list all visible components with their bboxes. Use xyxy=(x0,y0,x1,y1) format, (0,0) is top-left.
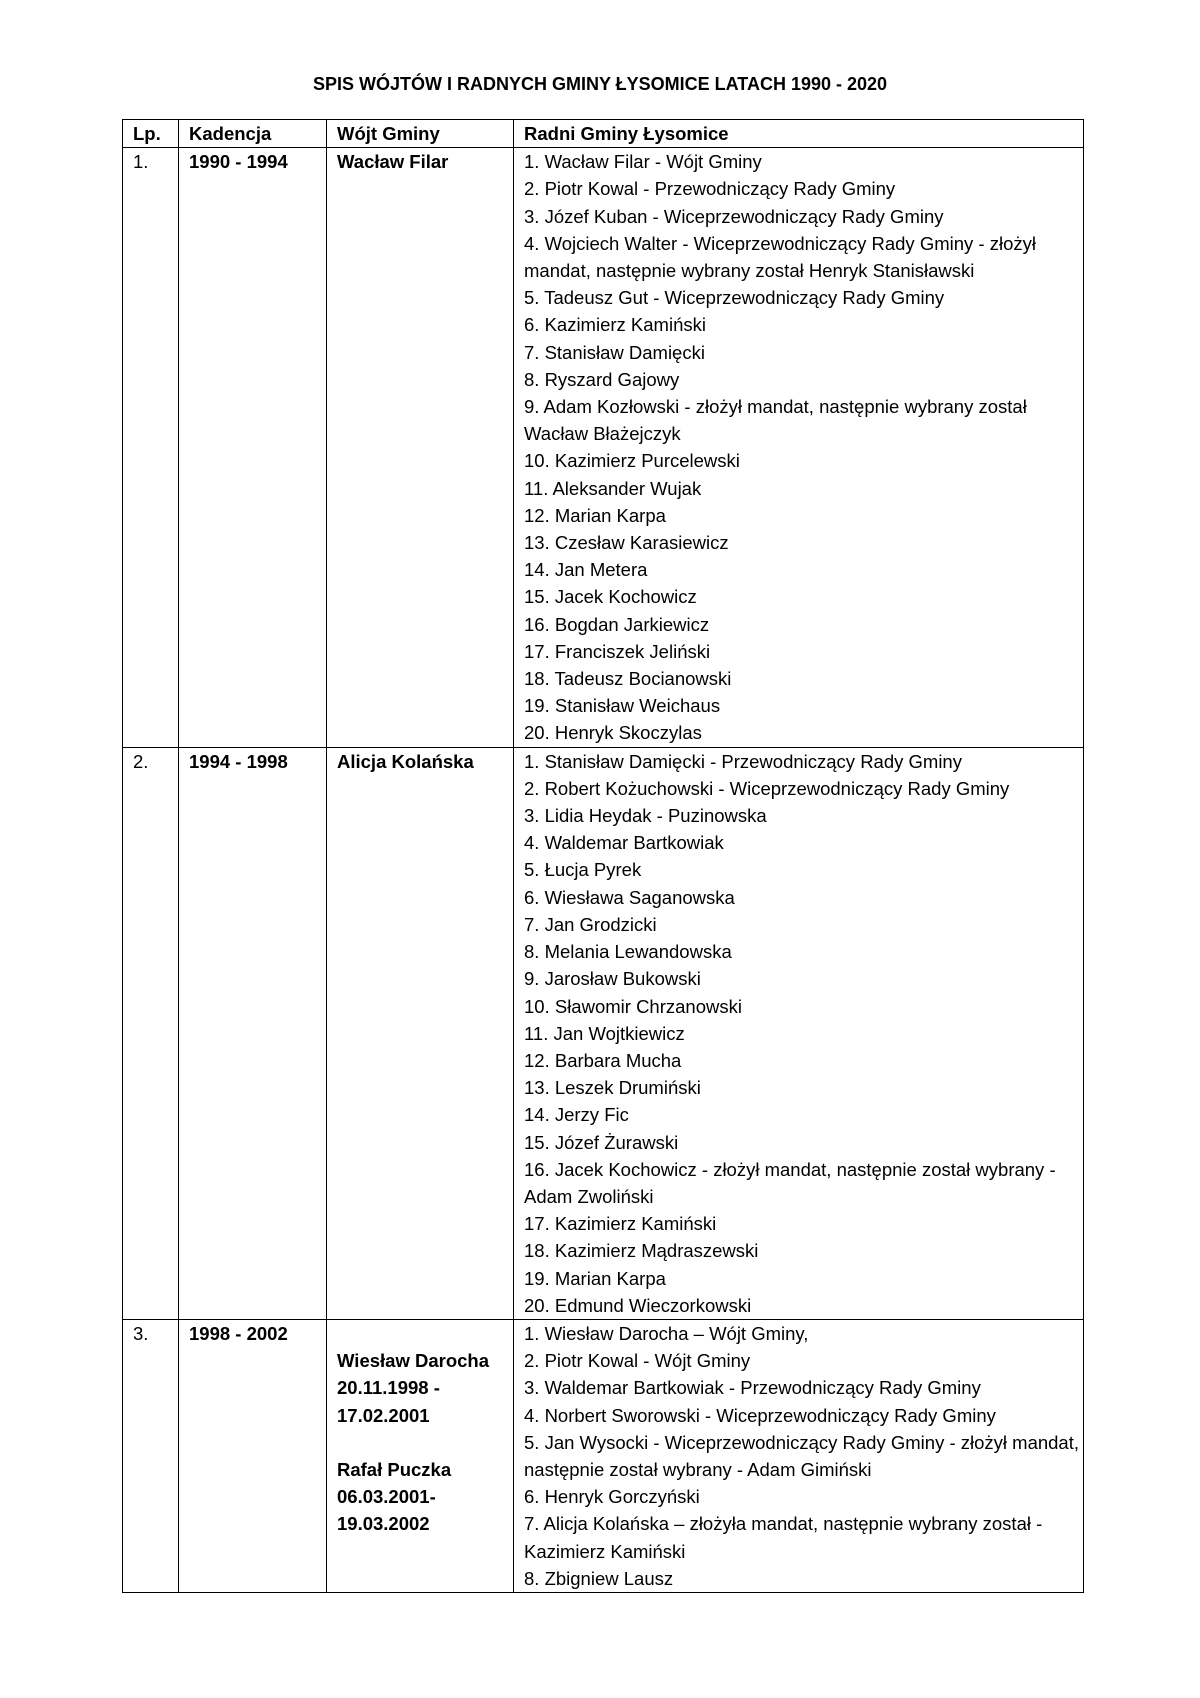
row-wojt xyxy=(327,1319,514,1592)
row-kadencja: 1998 - 2002 xyxy=(179,1319,327,1592)
list-item: 17. Franciszek Jeliński xyxy=(524,640,711,662)
wojt-name: Wiesław Darocha xyxy=(337,1350,490,1372)
table-row xyxy=(123,1319,1084,1592)
wojt-term-end: 19.03.2002 xyxy=(337,1513,430,1535)
list-item: 8. Zbigniew Lausz xyxy=(524,1567,674,1589)
row-radni-list xyxy=(514,1319,1084,1592)
list-item: 7. Alicja Kolańska – złożyła mandat, następnie wybrany został - Kazimierz Kamiński xyxy=(524,1513,1043,1562)
row-wojt xyxy=(327,747,514,1319)
list-item: 5. Łucja Pyrek xyxy=(524,859,642,881)
list-item: 4. Norbert Sworowski - Wiceprzewodniczący Rady Gminy xyxy=(524,1404,996,1426)
list-item: 7. Stanisław Damięcki xyxy=(524,341,705,363)
list-item: 2. Piotr Kowal - Wójt Gminy xyxy=(524,1350,751,1372)
wojt-name: Alicja Kolańska xyxy=(337,750,474,772)
list-item: 16. Bogdan Jarkiewicz xyxy=(524,613,710,635)
list-item: 14. Jan Metera xyxy=(524,559,648,581)
header-radni: Radni Gminy Łysomice xyxy=(514,120,1084,148)
list-item: 10. Kazimierz Purcelewski xyxy=(524,450,740,472)
councillors-table xyxy=(122,119,1084,1593)
list-item: 20. Edmund Wieczorkowski xyxy=(524,1294,752,1316)
wojt-name: Rafał Puczka xyxy=(337,1458,452,1480)
list-item: 5. Jan Wysocki - Wiceprzewodniczący Rady Gminy - złożył mandat, następnie został wybrany - Adam Gimiński xyxy=(524,1431,1079,1480)
list-item: 19. Marian Karpa xyxy=(524,1267,666,1289)
list-item: 12. Barbara Mucha xyxy=(524,1049,682,1071)
list-item: 7. Jan Grodzicki xyxy=(524,913,657,935)
row-lp: 3. xyxy=(123,1319,179,1592)
list-item: 8. Melania Lewandowska xyxy=(524,941,732,963)
list-item: 8. Ryszard Gajowy xyxy=(524,368,680,390)
row-lp: 2. xyxy=(123,747,179,1319)
list-item: 10. Sławomir Chrzanowski xyxy=(524,995,742,1017)
list-item: 4. Waldemar Bartkowiak xyxy=(524,832,724,854)
spacer xyxy=(337,1320,513,1347)
list-item: 6. Henryk Gorczyński xyxy=(524,1486,700,1508)
list-item: 13. Czesław Karasiewicz xyxy=(524,532,729,554)
header-kadencja: Kadencja xyxy=(179,120,327,148)
row-kadencja: 1994 - 1998 xyxy=(179,747,327,1319)
page-title: SPIS WÓJTÓW I RADNYCH GMINY ŁYSOMICE LATACH 1990 - 2020 xyxy=(312,74,888,94)
table-row xyxy=(123,747,1084,1319)
list-item: 11. Jan Wojtkiewicz xyxy=(524,1022,685,1044)
wojt-term-start: 06.03.2001- xyxy=(337,1486,436,1508)
spacer xyxy=(337,1429,513,1456)
list-item: 2. Robert Kożuchowski - Wiceprzewodniczący Rady Gminy xyxy=(524,777,1010,799)
list-item: 1. Wacław Filar - Wójt Gminy xyxy=(524,151,762,173)
list-item: 17. Kazimierz Kamiński xyxy=(524,1213,717,1235)
list-item: 3. Józef Kuban - Wiceprzewodniczący Rady Gminy xyxy=(524,205,944,227)
list-item: 6. Wiesława Saganowska xyxy=(524,886,735,908)
list-item: 9. Jarosław Bukowski xyxy=(524,968,701,990)
list-item: 1. Wiesław Darocha – Wójt Gminy, xyxy=(524,1322,809,1344)
wojt-name: Wacław Filar xyxy=(337,151,449,173)
list-item: 13. Leszek Drumiński xyxy=(524,1077,701,1099)
list-item: 18. Kazimierz Mądraszewski xyxy=(524,1240,759,1262)
list-item: 20. Henryk Skoczylas xyxy=(524,722,702,744)
list-item: 9. Adam Kozłowski - złożył mandat, następnie wybrany został Wacław Błażejczyk xyxy=(524,396,1027,445)
list-item: 11. Aleksander Wujak xyxy=(524,477,702,499)
list-item: 4. Wojciech Walter - Wiceprzewodniczący Rady Gminy - złożył mandat, następnie wybrany został Henryk Stanisławski xyxy=(524,232,1036,282)
header-wojt: Wójt Gminy xyxy=(327,120,514,148)
header-lp: Lp. xyxy=(123,120,179,148)
row-radni-list xyxy=(514,747,1084,1319)
list-item: 1. Stanisław Damięcki - Przewodniczący Rady Gminy xyxy=(524,750,962,772)
wojt-term-start: 20.11.1998 - xyxy=(337,1377,440,1399)
row-kadencja: 1990 - 1994 xyxy=(179,148,327,747)
table-row xyxy=(123,148,1084,747)
list-item: 5. Tadeusz Gut - Wiceprzewodniczący Rady Gminy xyxy=(524,287,945,309)
list-item: 12. Marian Karpa xyxy=(524,504,666,526)
wojt-term-end: 17.02.2001 xyxy=(337,1404,430,1426)
list-item: 2. Piotr Kowal - Przewodniczący Rady Gminy xyxy=(524,178,896,200)
row-radni-list xyxy=(514,148,1084,747)
list-item: 19. Stanisław Weichaus xyxy=(524,695,721,717)
table-header-row xyxy=(123,120,1084,148)
list-item: 16. Jacek Kochowicz - złożył mandat, następnie został wybrany - Adam Zwoliński xyxy=(524,1158,1056,1207)
list-item: 6. Kazimierz Kamiński xyxy=(524,314,706,336)
list-item: 3. Lidia Heydak - Puzinowska xyxy=(524,805,767,827)
list-item: 15. Jacek Kochowicz xyxy=(524,586,697,608)
list-item: 14. Jerzy Fic xyxy=(524,1104,629,1126)
list-item: 3. Waldemar Bartkowiak - Przewodniczący Rady Gminy xyxy=(524,1377,981,1399)
list-item: 15. Józef Żurawski xyxy=(524,1131,679,1153)
row-lp: 1. xyxy=(123,148,179,747)
list-item: 18. Tadeusz Bocianowski xyxy=(524,668,732,690)
row-wojt xyxy=(327,148,514,747)
